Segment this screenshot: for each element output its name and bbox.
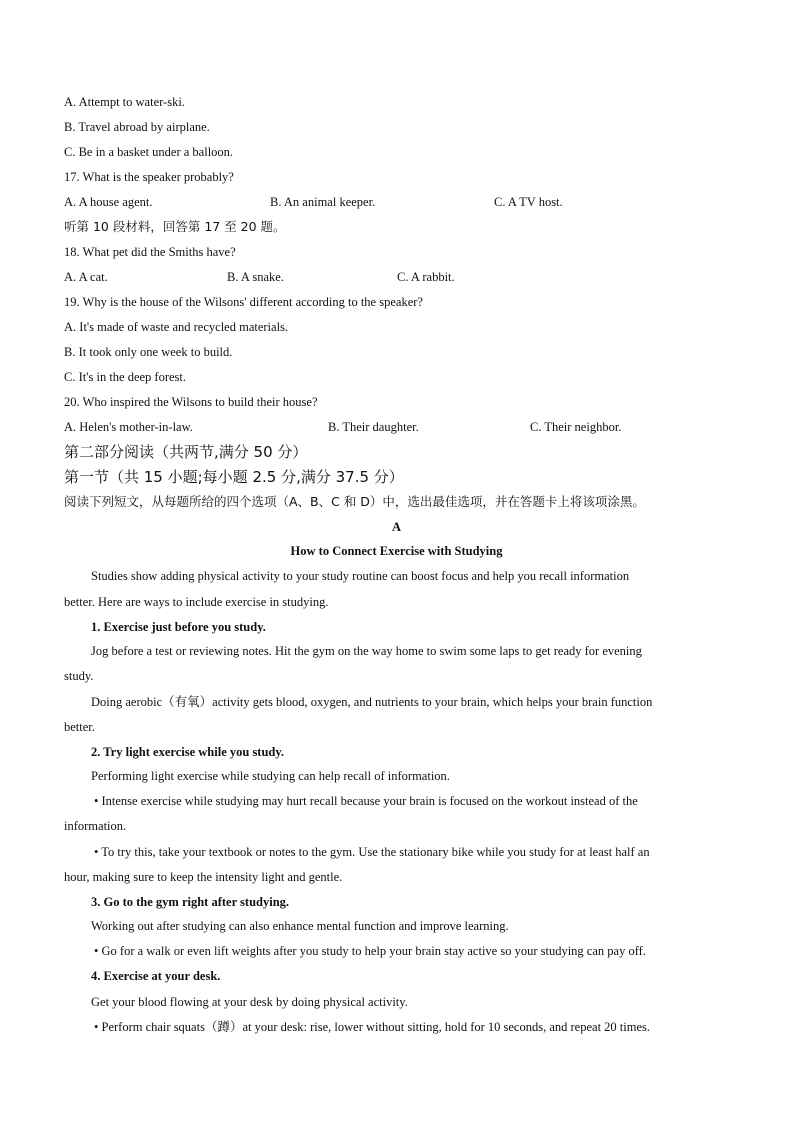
listening-instruction: 听第 10 段材料，回答第 17 至 20 题。 xyxy=(64,219,286,234)
bullet-2-line-2: hour, making sure to keep the intensity light and gentle. xyxy=(64,870,343,884)
q16-option-c: C. Be in a basket under a balloon. xyxy=(64,145,234,159)
para-5: Get your blood flowing at your desk by doing physical activity. xyxy=(91,995,408,1009)
q17-option-b: B. An animal keeper. xyxy=(270,195,376,209)
reading-instruction: 阅读下列短文，从每题所给的四个选项（A、B、C 和 D）中，选出最佳选项，并在答题卡上将该项涂黑。 xyxy=(64,494,645,509)
bullet-2-line-1: • To try this, take your textbook or notes to the gym. Use the stationary bike while you study for at least half an xyxy=(94,845,650,859)
q19-option-c: C. It's in the deep forest. xyxy=(64,370,187,384)
q18-option-b: B. A snake. xyxy=(227,270,284,284)
q17-option-a: A. A house agent. xyxy=(64,195,153,209)
bullet-3: • Go for a walk or even lift weights after you study to help your brain stay active so your studying can pay off. xyxy=(94,944,646,958)
q18-options xyxy=(64,269,729,285)
heading-3: 3. Go to the gym right after studying. xyxy=(91,895,290,909)
q20-option-a: A. Helen's mother-in-law. xyxy=(64,420,193,434)
q17-stem: 17. What is the speaker probably? xyxy=(64,170,234,184)
para-2-line-2: better. xyxy=(64,720,95,734)
bullet-4: • Perform chair squats（蹲）at your desk: rise, lower without sitting, hold for 10 seconds, and repeat 20 times. xyxy=(94,1020,651,1034)
bullet-1-line-1: • Intense exercise while studying may hurt recall because your brain is focused on the workout instead of the xyxy=(94,794,638,808)
q20-option-c: C. Their neighbor. xyxy=(530,420,622,434)
heading-4: 4. Exercise at your desk. xyxy=(91,969,221,983)
intro-line-2: better. Here are ways to include exercise in studying. xyxy=(64,595,329,609)
para-3: Performing light exercise while studying can help recall of information. xyxy=(91,769,450,783)
q20-options xyxy=(64,419,729,435)
para-1-line-1: Jog before a test or reviewing notes. Hit the gym on the way home to swim some laps to get ready for evening xyxy=(91,644,642,658)
q18-option-a: A. A cat. xyxy=(64,270,108,284)
q18-option-c: C. A rabbit. xyxy=(397,270,455,284)
para-4: Working out after studying can also enhance mental function and improve learning. xyxy=(91,919,509,933)
intro-line-1: Studies show adding physical activity to your study routine can boost focus and help you recall information xyxy=(91,569,630,583)
q16-option-b: B. Travel abroad by airplane. xyxy=(64,120,210,134)
para-2-line-1: Doing aerobic（有氧）activity gets blood, oxygen, and nutrients to your brain, which helps your brain function xyxy=(91,695,653,709)
heading-2: 2. Try light exercise while you study. xyxy=(91,745,285,759)
passage-title: How to Connect Exercise with Studying xyxy=(290,544,503,558)
q18-stem: 18. What pet did the Smiths have? xyxy=(64,245,236,259)
q16-option-a: A. Attempt to water-ski. xyxy=(64,95,185,109)
q19-option-b: B. It took only one week to build. xyxy=(64,345,233,359)
passage-letter: A xyxy=(391,520,402,534)
para-1-line-2: study. xyxy=(64,669,94,683)
q17-options xyxy=(64,194,729,210)
q17-option-c: C. A TV host. xyxy=(494,195,563,209)
heading-1: 1. Exercise just before you study. xyxy=(91,620,266,634)
q20-stem: 20. Who inspired the Wilsons to build their house? xyxy=(64,395,318,409)
part2-title: 第二部分阅读（共两节,满分 50 分） xyxy=(64,443,308,461)
bullet-1-line-2: information. xyxy=(64,819,127,833)
q19-option-a: A. It's made of waste and recycled materials. xyxy=(64,320,289,334)
section1-title: 第一节（共 15 小题;每小题 2.5 分,满分 37.5 分） xyxy=(64,468,404,486)
q20-option-b: B. Their daughter. xyxy=(328,420,419,434)
q19-stem: 19. Why is the house of the Wilsons' different according to the speaker? xyxy=(64,295,423,309)
